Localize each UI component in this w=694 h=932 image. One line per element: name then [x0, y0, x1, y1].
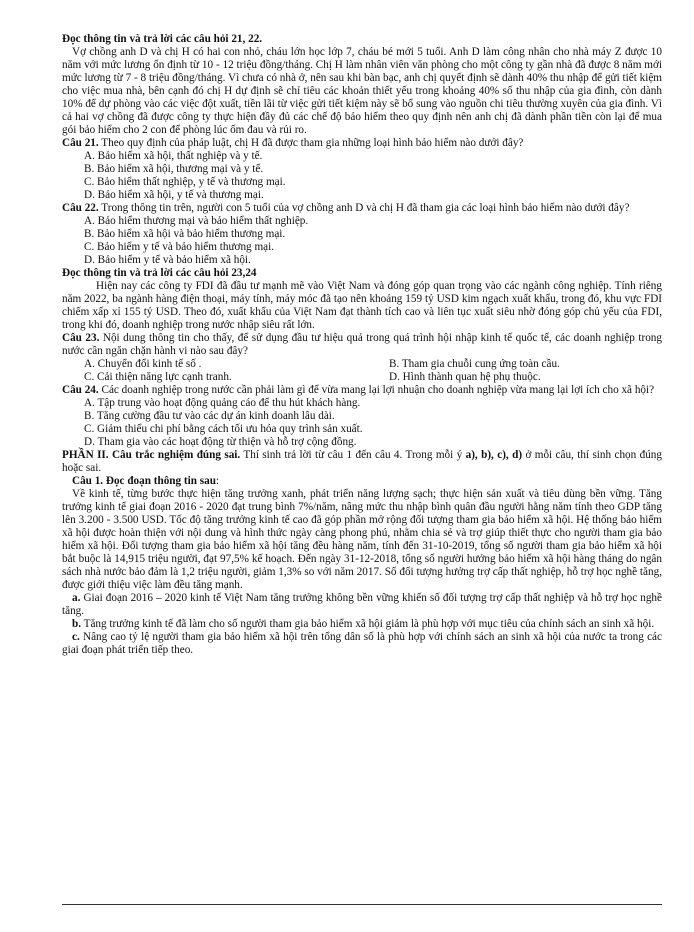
question-text: Theo quy định của pháp luật, chị H đã được tham gia những loại hình bảo hiểm nào dưới đây? [98, 137, 524, 149]
part-2-text: Thí sinh trả lời từ câu 1 đến câu 4. Trong mỗi ý [240, 449, 466, 461]
question-number: Câu 21. [62, 137, 99, 149]
statement-b [62, 618, 662, 631]
option-c: C. Bảo hiểm thất nghiệp, y tế và thương mại. [84, 176, 286, 188]
question-number: Câu 24. [62, 384, 99, 396]
option-c: C. Giảm thiểu chi phí bằng cách tối ưu hóa quy trình sản xuất. [84, 423, 363, 435]
question-24 [62, 384, 662, 397]
option-b: B. Bảo hiểm xã hội và bảo hiểm thương mại. [84, 228, 286, 240]
part-2-instructions [62, 449, 662, 475]
option-b: B. Bảo hiểm xã hội, thương mại và y tế. [84, 163, 264, 175]
option-d: D. Bảo hiểm y tế và bảo hiểm xã hội. [84, 254, 251, 266]
question-text: Các doanh nghiệp trong nước cần phải làm gì để vừa mang lại lợi nhuận cho doanh nghiệp vừa mang lại lợi ích cho xã hội? [98, 384, 655, 396]
option-c: C. Cải thiện năng lực cạnh tranh. [84, 371, 232, 383]
passage-3: Về kinh tế, từng bước thực hiện tăng trưởng xanh, phát triển năng lượng sạch; thực hiện sản xuất và tiêu dùng bền vững. Tăng trưởng kinh tế giai đoạn 2016 - 2020 đạt trung bình 7%/năm, nâng mức thu nhập bình quân đầu người hằng năm tính theo GDP tăng lên 3.200 - 3.500 USD. Tốc độ tăng trưởng kinh tế cao đã góp phần mở rộng đối tượng tham gia bảo hiểm xã hội. Hệ thống bảo hiểm xã hội được hoàn thiện với nội dung và hình thức ngày càng phong phú, nhằm chia sẻ và trợ giúp thiết thực cho người tham gia bảo hiểm xã hội. Đối tượng tham gia bảo hiểm xã hội tăng đều hàng năm, tính đến 31-10-2019, tổng số người tham gia bảo hiểm xã hội bắt buộc là 14,915 triệu người, đạt 97,5% kế hoạch. Đến ngày 31-12-2018, tổng số người hưởng bảo hiểm xã hội hàng tháng do ngân sách nhà nước bảo đảm là 1,2 triệu người, giảm 1,3% so với năm 2017. Số đối tượng hưởng trợ cấp thất nghiệp, hỗ trợ học nghề tăng, được giới thiệu việc làm đều tăng mạnh. [62, 488, 662, 591]
option-a: A. Chuyển đổi kinh tế số . [84, 358, 202, 370]
question-21 [62, 137, 662, 150]
statement-text: Nâng cao tỷ lệ người tham gia bảo hiểm xã hội trên tổng dân số là phù hợp với chính sách an sinh xã hội của nước ta trong các giai đoạn phát triển tiếp theo. [62, 631, 662, 656]
statement-label: c. [72, 631, 80, 643]
part-2-options: a), b), c), d) [465, 449, 523, 461]
part-2-text-end: ở mỗi câu, thí sinh chọn đúng hoặc sai. [62, 449, 662, 474]
statement-label: a. [72, 592, 81, 604]
statement-label: b. [72, 618, 82, 630]
option-a: A. Bảo hiểm xã hội, thất nghiệp và y tế. [84, 150, 263, 162]
statement-text: Tăng trưởng kinh tế đã làm cho số người tham gia bảo hiểm xã hội giảm là phù hợp với mục tiêu của chính sách an sinh xã hội. [81, 618, 655, 630]
part-2-question-1 [62, 475, 662, 488]
passage-2: Hiện nay các công ty FDI đã đầu tư mạnh mẽ vào Việt Nam và đóng góp quan trọng vào các ngành công nghiệp. Tính riêng năm 2022, ba ngành hàng điện thoại, máy tính, máy móc đã tạo nên khoảng 159 tỷ USD kim ngạch xuất khẩu, trong đó, khu vực FDI chiếm xấp xỉ 155 tỷ USD. Theo đó, xuất khẩu của Việt Nam đạt thành tích cao và liên tục xuất siêu nhờ đóng góp chủ yếu của FDI, trong khi đó, doanh nghiệp trong nước nhập siêu rất lớn. [62, 280, 662, 331]
statement-text: Giai đoạn 2016 – 2020 kinh tế Việt Nam tăng trưởng không bền vững khiến số đối tượng trợ cấp thất nghiệp và hỗ trợ học nghề tăng. [62, 592, 662, 617]
question-22 [62, 202, 662, 215]
statement-c [62, 631, 662, 657]
question-23 [62, 332, 662, 358]
document-page [62, 33, 662, 657]
footer-rule [62, 904, 662, 905]
section-heading-21-22: Đọc thông tin và trả lời các câu hỏi 21, 22. [62, 33, 263, 45]
option-a: A. Tập trung vào hoạt động quảng cáo để thu hút khách hàng. [84, 397, 361, 409]
question-text: Nội dung thông tin cho thấy, để sử dụng đầu tư hiệu quả trong quá trình hội nhập kinh tế quốc tế, các doanh nghiệp trong nước cần ngăn chặn hành vi nào sau đây? [62, 332, 662, 357]
option-b: B. Tham gia chuỗi cung ứng toàn cầu. [389, 358, 560, 370]
question-number: Câu 22. [62, 202, 99, 214]
question-text: Trong thông tin trên, người con 5 tuổi của vợ chồng anh D và chị H đã tham gia các loại hình bảo hiểm nào dưới đây? [98, 202, 630, 214]
section-heading-23-24: Đọc thông tin và trả lời các câu hỏi 23,24 [62, 267, 257, 279]
option-d: D. Bảo hiểm xã hội, y tế và thương mại. [84, 189, 264, 201]
option-c: C. Bảo hiểm y tế và bảo hiểm thương mại. [84, 241, 275, 253]
option-b: B. Tăng cường đầu tư vào các dự án kinh doanh lâu dài. [84, 410, 335, 422]
question-1-title: Câu 1. Đọc đoạn thông tin sau [72, 475, 216, 487]
option-d: D. Hình thành quan hệ phụ thuộc. [389, 371, 541, 383]
statement-a [62, 592, 662, 618]
option-a: A. Bảo hiểm thương mại và bảo hiểm thất nghiệp. [84, 215, 309, 227]
question-1-colon: : [215, 475, 220, 487]
option-d: D. Tham gia vào các hoạt động từ thiện và hỗ trợ cộng đồng. [84, 436, 357, 448]
part-2-title: PHẦN II. Câu trắc nghiệm đúng sai. [62, 449, 241, 461]
passage-1: Vợ chồng anh D và chị H có hai con nhỏ, cháu lớn học lớp 7, cháu bé mới 5 tuổi. Anh D làm công nhân cho nhà máy Z được 10 năm với mức lương ổn định từ 10 - 12 triệu đồng/tháng. Chị H làm nhân viên văn phòng cho một công ty gần nhà đã được 8 năm mới mức lương từ 7 - 8 triệu đồng/tháng. Vì chưa có nhà ở, nên sau khi bàn bạc, anh chị quyết định sẽ dành 40% thu nhập để gửi tiết kiệm cho việc mua nhà, bên cạnh đó chị H dự định sẽ chỉ tiêu các khoản thiết yếu trong khoảng 40% số thu nhập của gia đình, còn dành 10% để dự phòng vào các việc đột xuất, tiền lãi từ việc gửi tiết kiệm này sẽ bổ sung vào nguồn chi tiêu thường xuyên của gia đình. Vì cả hai vợ chồng đã được công ty thực hiện đầy đủ các chế độ bảo hiểm theo quy định nên anh chị đã dành phần tiền còn lại để mua gói bảo hiểm cho 2 con để phòng lúc ốm đau và rủi ro. [62, 46, 662, 136]
options-grid [62, 358, 662, 384]
question-number: Câu 23. [62, 332, 100, 344]
